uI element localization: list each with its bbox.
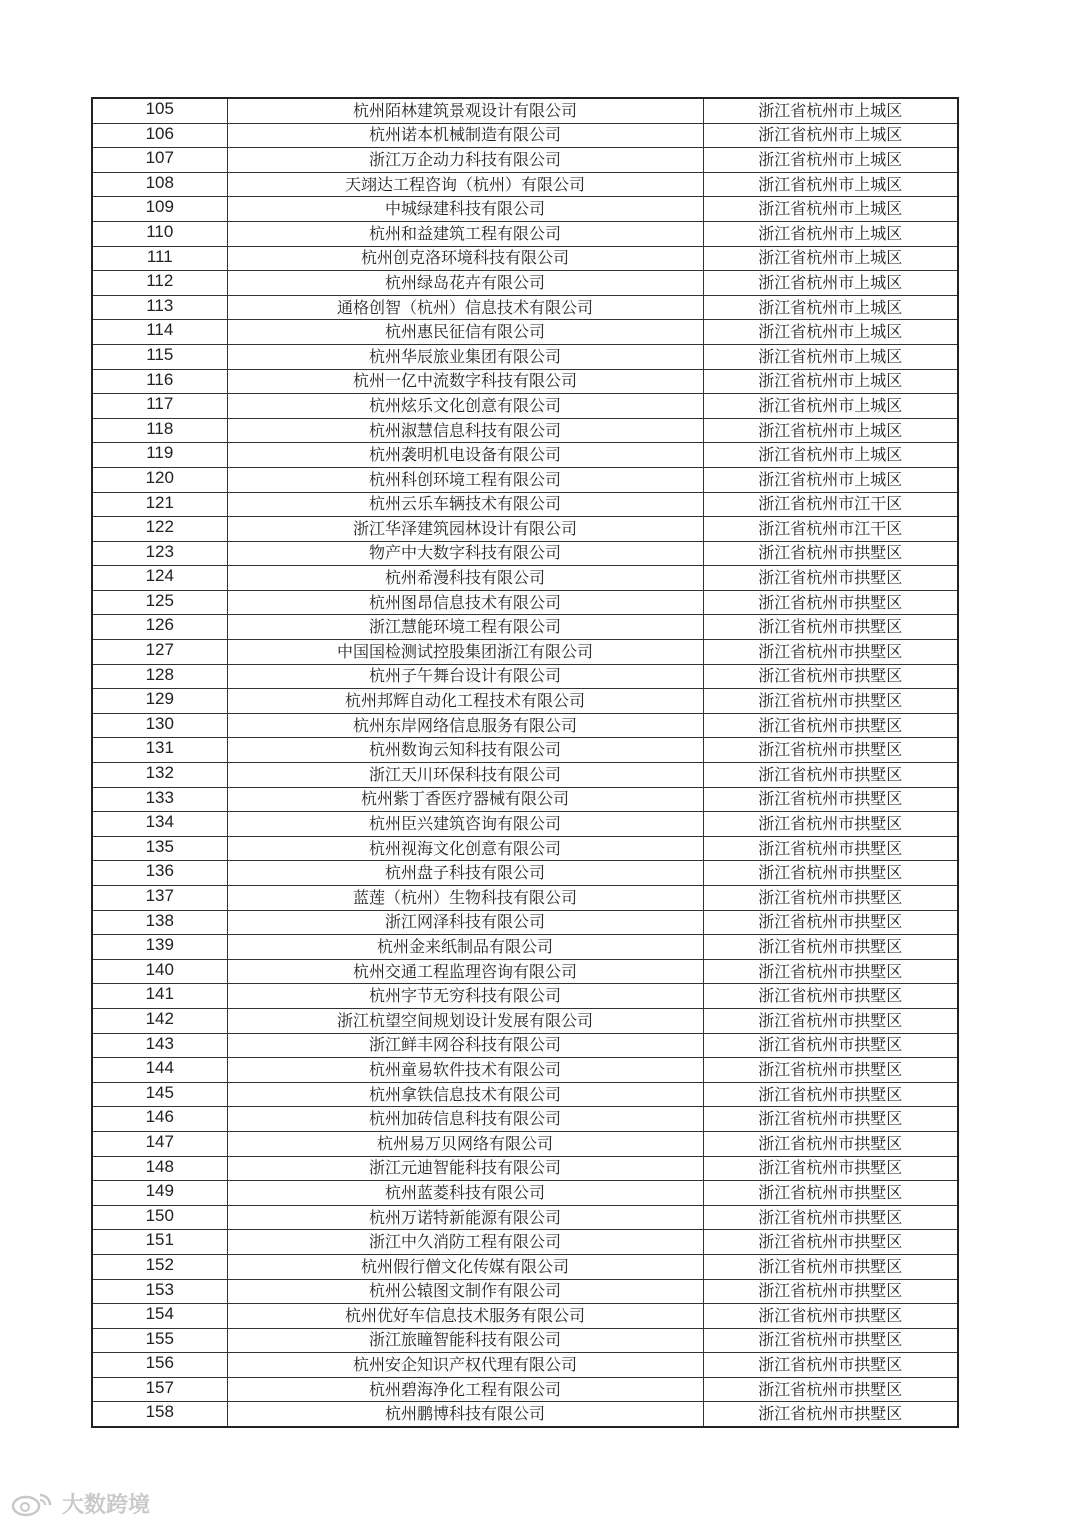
row-number-cell: 110	[92, 221, 227, 246]
table-row	[92, 344, 958, 369]
region-cell: 浙江省杭州市拱墅区	[703, 713, 958, 738]
company-name-cell: 浙江元迪智能科技有限公司	[227, 1156, 703, 1181]
region-cell: 浙江省杭州市上城区	[703, 172, 958, 197]
region-cell: 浙江省杭州市上城区	[703, 369, 958, 394]
region-cell: 浙江省杭州市拱墅区	[703, 1304, 958, 1329]
table-row	[92, 836, 958, 861]
region-cell: 浙江省杭州市拱墅区	[703, 689, 958, 714]
row-number-cell: 106	[92, 123, 227, 148]
company-name-cell: 浙江鲜丰网谷科技有限公司	[227, 1033, 703, 1058]
table-row	[92, 640, 958, 665]
row-number-cell: 109	[92, 197, 227, 222]
company-list-sheet	[91, 97, 957, 1428]
company-name-cell: 浙江万企动力科技有限公司	[227, 148, 703, 173]
company-name-cell: 杭州碧海净化工程有限公司	[227, 1377, 703, 1402]
row-number-cell: 150	[92, 1205, 227, 1230]
company-name-cell: 杭州陌林建筑景观设计有限公司	[227, 98, 703, 123]
region-cell: 浙江省杭州市上城区	[703, 148, 958, 173]
company-name-cell: 杭州字节无穷科技有限公司	[227, 984, 703, 1009]
row-number-cell: 136	[92, 861, 227, 886]
company-name-cell: 蓝莲（杭州）生物科技有限公司	[227, 886, 703, 911]
row-number-cell: 120	[92, 467, 227, 492]
row-number-cell: 116	[92, 369, 227, 394]
region-cell: 浙江省杭州市拱墅区	[703, 1353, 958, 1378]
row-number-cell: 144	[92, 1058, 227, 1083]
company-name-cell: 中城绿建科技有限公司	[227, 197, 703, 222]
company-name-cell: 杭州安企知识产权代理有限公司	[227, 1353, 703, 1378]
row-number-cell: 124	[92, 566, 227, 591]
company-name-cell: 浙江天川环保科技有限公司	[227, 763, 703, 788]
table-row	[92, 1328, 958, 1353]
table-row	[92, 172, 958, 197]
company-name-cell: 杭州诺本机械制造有限公司	[227, 123, 703, 148]
table-row	[92, 1402, 958, 1427]
region-cell: 浙江省杭州市拱墅区	[703, 1377, 958, 1402]
table-row	[92, 197, 958, 222]
table-row	[92, 1082, 958, 1107]
table-row	[92, 467, 958, 492]
company-name-cell: 杭州数询云知科技有限公司	[227, 738, 703, 763]
company-name-cell: 浙江杭望空间规划设计发展有限公司	[227, 1008, 703, 1033]
row-number-cell: 108	[92, 172, 227, 197]
table-row	[92, 566, 958, 591]
company-name-cell: 杭州鹏博科技有限公司	[227, 1402, 703, 1427]
watermark	[10, 1488, 150, 1519]
row-number-cell: 142	[92, 1008, 227, 1033]
company-name-cell: 杭州假行僧文化传媒有限公司	[227, 1254, 703, 1279]
table-row	[92, 590, 958, 615]
region-cell: 浙江省杭州市拱墅区	[703, 959, 958, 984]
table-row	[92, 664, 958, 689]
table-row	[92, 492, 958, 517]
row-number-cell: 149	[92, 1181, 227, 1206]
row-number-cell: 154	[92, 1304, 227, 1329]
region-cell: 浙江省杭州市上城区	[703, 443, 958, 468]
row-number-cell: 105	[92, 98, 227, 123]
company-name-cell: 杭州邦辉自动化工程技术有限公司	[227, 689, 703, 714]
region-cell: 浙江省杭州市拱墅区	[703, 1156, 958, 1181]
company-name-cell: 浙江网泽科技有限公司	[227, 910, 703, 935]
table-row	[92, 320, 958, 345]
company-name-cell: 杭州科创环境工程有限公司	[227, 467, 703, 492]
company-name-cell: 杭州金来纸制品有限公司	[227, 935, 703, 960]
table-row	[92, 812, 958, 837]
table-row	[92, 394, 958, 419]
region-cell: 浙江省杭州市上城区	[703, 123, 958, 148]
row-number-cell: 128	[92, 664, 227, 689]
company-name-cell: 杭州图昂信息技术有限公司	[227, 590, 703, 615]
row-number-cell: 135	[92, 836, 227, 861]
company-name-cell: 杭州优好车信息技术服务有限公司	[227, 1304, 703, 1329]
table-row	[92, 418, 958, 443]
table-row	[92, 541, 958, 566]
region-cell: 浙江省杭州市拱墅区	[703, 1254, 958, 1279]
region-cell: 浙江省杭州市拱墅区	[703, 1058, 958, 1083]
table-row	[92, 1205, 958, 1230]
table-row	[92, 221, 958, 246]
region-cell: 浙江省杭州市上城区	[703, 467, 958, 492]
row-number-cell: 121	[92, 492, 227, 517]
company-name-cell: 杭州童易软件技术有限公司	[227, 1058, 703, 1083]
row-number-cell: 118	[92, 418, 227, 443]
row-number-cell: 127	[92, 640, 227, 665]
company-name-cell: 杭州云乐车辆技术有限公司	[227, 492, 703, 517]
row-number-cell: 111	[92, 246, 227, 271]
company-name-cell: 杭州视海文化创意有限公司	[227, 836, 703, 861]
row-number-cell: 155	[92, 1328, 227, 1353]
table-row	[92, 1304, 958, 1329]
row-number-cell: 156	[92, 1353, 227, 1378]
table-row	[92, 861, 958, 886]
table-row	[92, 689, 958, 714]
region-cell: 浙江省杭州市拱墅区	[703, 1033, 958, 1058]
region-cell: 浙江省杭州市拱墅区	[703, 664, 958, 689]
table-row	[92, 787, 958, 812]
company-name-cell: 杭州加砖信息科技有限公司	[227, 1107, 703, 1132]
table-row	[92, 246, 958, 271]
region-cell: 浙江省杭州市拱墅区	[703, 1008, 958, 1033]
company-name-cell: 杭州淑慧信息科技有限公司	[227, 418, 703, 443]
region-cell: 浙江省杭州市拱墅区	[703, 566, 958, 591]
company-name-cell: 杭州一亿中流数字科技有限公司	[227, 369, 703, 394]
row-number-cell: 151	[92, 1230, 227, 1255]
region-cell: 浙江省杭州市拱墅区	[703, 1279, 958, 1304]
company-name-cell: 杭州交通工程监理咨询有限公司	[227, 959, 703, 984]
region-cell: 浙江省杭州市上城区	[703, 221, 958, 246]
row-number-cell: 115	[92, 344, 227, 369]
region-cell: 浙江省杭州市上城区	[703, 394, 958, 419]
company-name-cell: 杭州子午舞台设计有限公司	[227, 664, 703, 689]
table-row	[92, 443, 958, 468]
company-name-cell: 杭州盘子科技有限公司	[227, 861, 703, 886]
region-cell: 浙江省杭州市上城区	[703, 295, 958, 320]
table-row	[92, 295, 958, 320]
row-number-cell: 119	[92, 443, 227, 468]
table-row	[92, 984, 958, 1009]
row-number-cell: 130	[92, 713, 227, 738]
row-number-cell: 145	[92, 1082, 227, 1107]
region-cell: 浙江省杭州市拱墅区	[703, 1328, 958, 1353]
company-name-cell: 杭州拿铁信息技术有限公司	[227, 1082, 703, 1107]
row-number-cell: 147	[92, 1131, 227, 1156]
region-cell: 浙江省杭州市拱墅区	[703, 590, 958, 615]
row-number-cell: 114	[92, 320, 227, 345]
region-cell: 浙江省杭州市上城区	[703, 197, 958, 222]
table-row	[92, 98, 958, 123]
table-row	[92, 910, 958, 935]
table-row	[92, 1156, 958, 1181]
region-cell: 浙江省杭州市拱墅区	[703, 1402, 958, 1427]
row-number-cell: 152	[92, 1254, 227, 1279]
company-name-cell: 杭州华辰旅业集团有限公司	[227, 344, 703, 369]
company-name-cell: 杭州袭明机电设备有限公司	[227, 443, 703, 468]
company-name-cell: 杭州紫丁香医疗器械有限公司	[227, 787, 703, 812]
table-row	[92, 763, 958, 788]
region-cell: 浙江省杭州市上城区	[703, 98, 958, 123]
row-number-cell: 141	[92, 984, 227, 1009]
region-cell: 浙江省杭州市拱墅区	[703, 935, 958, 960]
row-number-cell: 148	[92, 1156, 227, 1181]
table-row	[92, 1033, 958, 1058]
company-name-cell: 浙江慧能环境工程有限公司	[227, 615, 703, 640]
table-row	[92, 1254, 958, 1279]
row-number-cell: 140	[92, 959, 227, 984]
company-name-cell: 天翊达工程咨询（杭州）有限公司	[227, 172, 703, 197]
table-row	[92, 1353, 958, 1378]
table-row	[92, 517, 958, 542]
table-row	[92, 1230, 958, 1255]
company-name-cell: 杭州易万贝网络有限公司	[227, 1131, 703, 1156]
row-number-cell: 146	[92, 1107, 227, 1132]
company-name-cell: 杭州臣兴建筑咨询有限公司	[227, 812, 703, 837]
row-number-cell: 113	[92, 295, 227, 320]
company-name-cell: 杭州公辕图文制作有限公司	[227, 1279, 703, 1304]
table-row	[92, 1181, 958, 1206]
table-row	[92, 959, 958, 984]
table-row	[92, 738, 958, 763]
table-row	[92, 271, 958, 296]
region-cell: 浙江省杭州市拱墅区	[703, 763, 958, 788]
row-number-cell: 117	[92, 394, 227, 419]
region-cell: 浙江省杭州市拱墅区	[703, 812, 958, 837]
table-row	[92, 123, 958, 148]
company-name-cell: 杭州创克洛环境科技有限公司	[227, 246, 703, 271]
region-cell: 浙江省杭州市上城区	[703, 418, 958, 443]
table-row	[92, 1107, 958, 1132]
table-row	[92, 1279, 958, 1304]
region-cell: 浙江省杭州市拱墅区	[703, 836, 958, 861]
company-name-cell: 浙江华泽建筑园林设计有限公司	[227, 517, 703, 542]
table-row	[92, 713, 958, 738]
region-cell: 浙江省杭州市江干区	[703, 492, 958, 517]
row-number-cell: 132	[92, 763, 227, 788]
row-number-cell: 134	[92, 812, 227, 837]
region-cell: 浙江省杭州市上城区	[703, 246, 958, 271]
row-number-cell: 125	[92, 590, 227, 615]
row-number-cell: 133	[92, 787, 227, 812]
company-table	[91, 97, 959, 1428]
table-row	[92, 1008, 958, 1033]
region-cell: 浙江省杭州市拱墅区	[703, 738, 958, 763]
row-number-cell: 107	[92, 148, 227, 173]
row-number-cell: 123	[92, 541, 227, 566]
row-number-cell: 131	[92, 738, 227, 763]
company-name-cell: 杭州东岸网络信息服务有限公司	[227, 713, 703, 738]
row-number-cell: 153	[92, 1279, 227, 1304]
region-cell: 浙江省杭州市拱墅区	[703, 615, 958, 640]
company-name-cell: 通格创智（杭州）信息技术有限公司	[227, 295, 703, 320]
table-row	[92, 369, 958, 394]
company-name-cell: 杭州和益建筑工程有限公司	[227, 221, 703, 246]
company-name-cell: 浙江旅瞳智能科技有限公司	[227, 1328, 703, 1353]
region-cell: 浙江省杭州市拱墅区	[703, 861, 958, 886]
region-cell: 浙江省杭州市拱墅区	[703, 1205, 958, 1230]
row-number-cell: 112	[92, 271, 227, 296]
region-cell: 浙江省杭州市上城区	[703, 271, 958, 296]
table-row	[92, 935, 958, 960]
company-name-cell: 杭州炫乐文化创意有限公司	[227, 394, 703, 419]
company-name-cell: 浙江中久消防工程有限公司	[227, 1230, 703, 1255]
row-number-cell: 143	[92, 1033, 227, 1058]
company-name-cell: 物产中大数字科技有限公司	[227, 541, 703, 566]
region-cell: 浙江省杭州市拱墅区	[703, 1107, 958, 1132]
region-cell: 浙江省杭州市拱墅区	[703, 640, 958, 665]
table-row	[92, 615, 958, 640]
weibo-logo-icon	[10, 1491, 56, 1517]
region-cell: 浙江省杭州市江干区	[703, 517, 958, 542]
row-number-cell: 138	[92, 910, 227, 935]
row-number-cell: 139	[92, 935, 227, 960]
region-cell: 浙江省杭州市拱墅区	[703, 1181, 958, 1206]
row-number-cell: 137	[92, 886, 227, 911]
row-number-cell: 158	[92, 1402, 227, 1427]
company-table-body	[92, 98, 958, 1427]
region-cell: 浙江省杭州市拱墅区	[703, 1230, 958, 1255]
region-cell: 浙江省杭州市上城区	[703, 344, 958, 369]
row-number-cell: 157	[92, 1377, 227, 1402]
region-cell: 浙江省杭州市拱墅区	[703, 1131, 958, 1156]
table-row	[92, 148, 958, 173]
company-name-cell: 中国国检测试控股集团浙江有限公司	[227, 640, 703, 665]
table-row	[92, 1131, 958, 1156]
region-cell: 浙江省杭州市拱墅区	[703, 886, 958, 911]
region-cell: 浙江省杭州市拱墅区	[703, 541, 958, 566]
region-cell: 浙江省杭州市拱墅区	[703, 1082, 958, 1107]
company-name-cell: 杭州万诺特新能源有限公司	[227, 1205, 703, 1230]
table-row	[92, 1377, 958, 1402]
watermark-text: 大数跨境	[62, 1493, 151, 1518]
region-cell: 浙江省杭州市拱墅区	[703, 910, 958, 935]
table-row	[92, 886, 958, 911]
company-name-cell: 杭州希漫科技有限公司	[227, 566, 703, 591]
row-number-cell: 129	[92, 689, 227, 714]
company-name-cell: 杭州绿岛花卉有限公司	[227, 271, 703, 296]
row-number-cell: 122	[92, 517, 227, 542]
company-name-cell: 杭州蓝菱科技有限公司	[227, 1181, 703, 1206]
region-cell: 浙江省杭州市上城区	[703, 320, 958, 345]
company-name-cell: 杭州惠民征信有限公司	[227, 320, 703, 345]
region-cell: 浙江省杭州市拱墅区	[703, 984, 958, 1009]
region-cell: 浙江省杭州市拱墅区	[703, 787, 958, 812]
row-number-cell: 126	[92, 615, 227, 640]
table-row	[92, 1058, 958, 1083]
